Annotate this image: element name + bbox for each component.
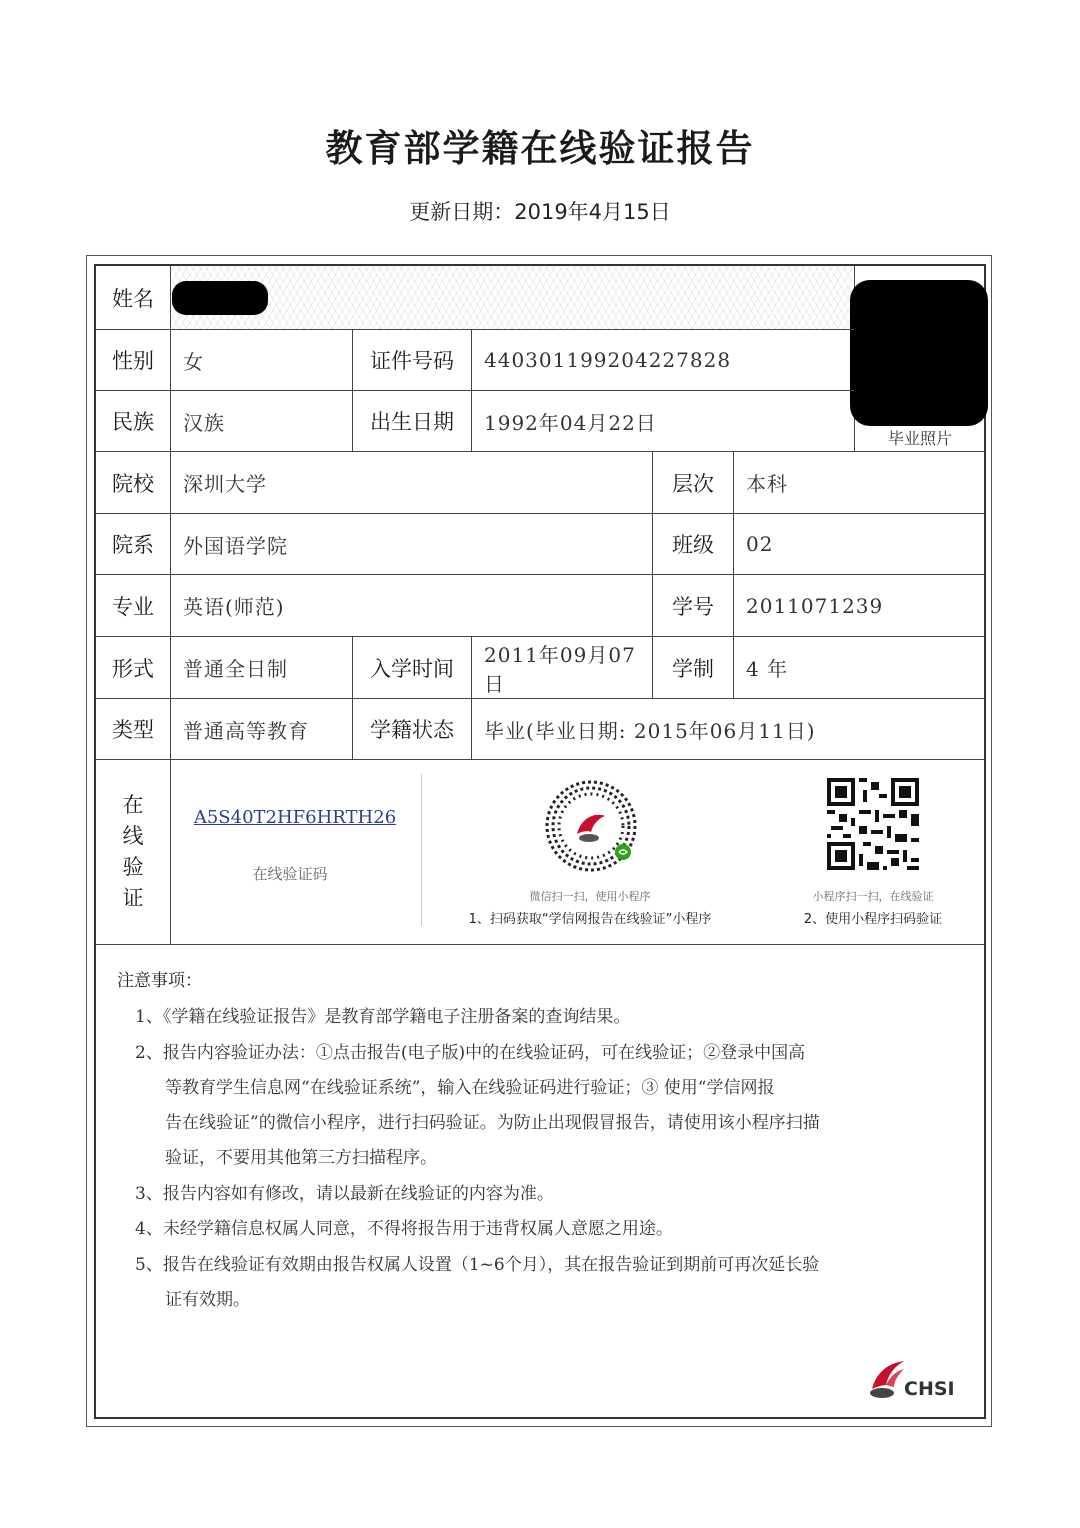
note-line: 3、报告内容如有修改，请以最新在线验证的内容为准。 bbox=[135, 1184, 554, 1204]
note-line: 证有效期。 bbox=[165, 1290, 250, 1310]
label-level: 层次 bbox=[672, 471, 714, 496]
note-line: 4、未经学籍信息权属人同意，不得将报告用于违背权属人意愿之用途。 bbox=[135, 1219, 673, 1239]
qr-step: 2、使用小程序扫码验证 bbox=[803, 912, 943, 927]
value-major: 英语(师范) bbox=[183, 595, 285, 619]
label-form: 形式 bbox=[112, 656, 154, 681]
mini-program-code-icon bbox=[543, 778, 639, 874]
label-department: 院系 bbox=[112, 533, 154, 557]
value-enroll-time: 2011年09月07日 bbox=[484, 642, 636, 696]
report-title: 教育部学籍在线验证报告 bbox=[325, 127, 755, 170]
label-class: 班级 bbox=[672, 533, 714, 557]
verification-code-caption: 在线验证码 bbox=[252, 865, 328, 883]
value-department: 外国语学院 bbox=[183, 533, 288, 558]
verify-char: 在 bbox=[122, 793, 144, 817]
row-line bbox=[96, 759, 984, 760]
note-line: 验证，不要用其他第三方扫描程序。 bbox=[165, 1148, 437, 1168]
label-name: 姓名 bbox=[112, 286, 154, 311]
verify-separator bbox=[421, 774, 422, 926]
photo-caption: 毕业照片 bbox=[887, 429, 952, 448]
verify-char: 验 bbox=[122, 855, 144, 879]
update-date: 更新日期：2019年4月15日 bbox=[409, 200, 671, 224]
label-status: 学籍状态 bbox=[370, 718, 454, 742]
value-school: 深圳大学 bbox=[183, 472, 267, 496]
verification-code-link[interactable]: A5S40T2HF6HRTH26 bbox=[193, 807, 397, 828]
value-form: 普通全日制 bbox=[183, 657, 288, 681]
value-type: 普通高等教育 bbox=[183, 718, 309, 743]
label-enroll-time: 入学时间 bbox=[370, 656, 454, 681]
chsi-logo-text: CHSI bbox=[904, 1378, 955, 1400]
value-class: 02 bbox=[746, 532, 774, 556]
verify-char: 证 bbox=[122, 886, 144, 910]
label-ethnicity: 民族 bbox=[112, 410, 154, 434]
label-online-verify bbox=[96, 790, 170, 914]
note-line: 等教育学生信息网“在线验证系统”，输入在线验证码进行验证；③ 使用“学信网报 bbox=[165, 1078, 775, 1098]
mini-program-caption: 微信扫一扫，使用小程序 bbox=[529, 890, 651, 903]
label-student-no: 学号 bbox=[672, 594, 714, 619]
photo-redaction bbox=[850, 280, 988, 426]
row-line bbox=[96, 944, 984, 945]
note-line: 1、《学籍在线验证报告》是教育部学籍电子注册备案的查询结果。 bbox=[135, 1007, 631, 1027]
label-duration: 学制 bbox=[672, 656, 714, 681]
label-major: 专业 bbox=[112, 594, 154, 619]
guilloche-pattern bbox=[172, 266, 852, 329]
label-school: 院校 bbox=[112, 471, 154, 496]
value-level: 本科 bbox=[746, 472, 788, 496]
value-id-number: 440301199204227828 bbox=[484, 348, 732, 372]
value-ethnicity: 汉族 bbox=[183, 410, 225, 435]
qr-caption: 小程序扫一扫，在线验证 bbox=[812, 890, 934, 903]
note-line: 告在线验证”的微信小程序，进行扫码验证。为防止出现假冒报告，请使用该小程序扫描 bbox=[165, 1113, 820, 1133]
note-line: 2、报告内容验证办法：①点击报告(电子版)中的在线验证码，可在线验证；②登录中国高 bbox=[135, 1043, 806, 1063]
label-birth-date: 出生日期 bbox=[370, 410, 454, 434]
label-type: 类型 bbox=[112, 718, 154, 742]
qr-code-icon bbox=[827, 778, 919, 870]
name-redaction bbox=[172, 281, 268, 315]
note-line: 5、报告在线验证有效期由报告权属人设置（1~6个月），其在报告验证到期前可再次延长验 bbox=[135, 1255, 820, 1275]
label-gender: 性别 bbox=[112, 349, 154, 373]
label-id-number: 证件号码 bbox=[370, 349, 454, 373]
value-status: 毕业(毕业日期: 2015年06月11日) bbox=[484, 718, 816, 743]
notes-title: 注意事项： bbox=[117, 971, 202, 991]
value-gender: 女 bbox=[183, 349, 204, 374]
mini-program-step: 1、扫码获取“学信网报告在线验证”小程序 bbox=[468, 912, 712, 927]
value-student-no: 2011071239 bbox=[746, 593, 884, 618]
value-birth-date: 1992年04月22日 bbox=[484, 410, 657, 435]
value-duration: 4 年 bbox=[746, 657, 789, 681]
verify-char: 线 bbox=[122, 824, 144, 848]
